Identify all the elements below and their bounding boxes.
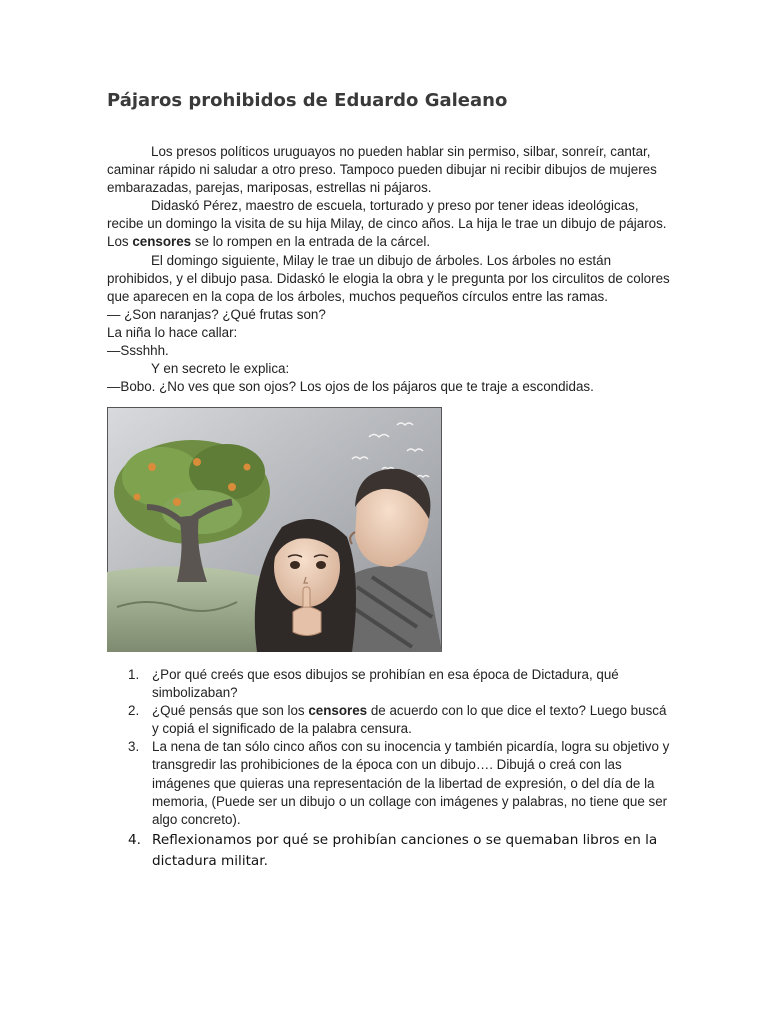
- paragraph-1-line-2: caminar rápido ni saludar a otro preso. Tampoco pueden dibujar ni recibir dibujos de mujeres: [107, 162, 657, 178]
- question-list: [107, 666, 670, 873]
- paragraph-1-line-1: Los presos políticos uruguayos no pueden hablar sin permiso, silbar, sonreír, cantar,: [151, 144, 651, 159]
- question-2-line-2: y copiá el significado de la palabra censura.: [152, 721, 412, 737]
- paragraph-3-line-3: que aparecen en la copa de los árboles, muchos pequeños círculos entre las ramas.: [107, 288, 608, 304]
- text-run: ¿Qué pensás que son los: [152, 703, 309, 719]
- dialogue-line-1: — ¿Son naranjas? ¿Qué frutas son?: [107, 306, 326, 322]
- text-run: de acuerdo con lo que dice el texto? Luego buscá: [367, 703, 667, 719]
- story-illustration: [107, 407, 442, 652]
- dialogue-line-5: —Bobo. ¿No ves que son ojos? Los ojos de los pájaros que te traje a escondidas.: [107, 379, 594, 395]
- question-2-line-1: [152, 702, 667, 720]
- text-run: Los: [107, 234, 133, 250]
- paragraph-2-line-3: [107, 233, 667, 251]
- question-4-line-1: Reflexionamos por qué se prohibían canciones o se quemaban libros en la: [152, 831, 658, 848]
- paragraph-3-line-2: prohibidos, y el dibujo pasa. Didaskó le elogia la obra y le pregunta por los circulitos de colores: [107, 270, 670, 286]
- dialogue-line-2: La niña lo hace callar:: [107, 324, 238, 340]
- paragraph-2-line-2: recibe un domingo la visita de su hija Milay, de cinco años. La hija le trae un dibujo de pájaros.: [107, 216, 667, 232]
- question-3: [107, 738, 670, 828]
- question-3-line-3: imágenes que quieras una representación de la libertad de expresión, o del día de la: [152, 775, 655, 791]
- question-3-line-1: La nena de tan sólo cinco años con su inocencia y también picardía, logra su objetivo y: [152, 739, 670, 755]
- question-4: [107, 830, 667, 873]
- question-1-line-2: simbolizaban?: [152, 685, 238, 701]
- paragraph-2-line-1: Didaskó Pérez, maestro de escuela, torturado y preso por tener ideas ideológicas,: [151, 198, 639, 214]
- question-number: 1.: [128, 667, 140, 682]
- paragraph-3-line-1: El domingo siguiente, Milay le trae un dibujo de árboles. Los árboles no están: [151, 252, 612, 268]
- text-run: se lo rompen en la entrada de la cárcel.: [191, 234, 431, 250]
- question-2: [107, 702, 667, 738]
- question-number: 3.: [128, 739, 140, 755]
- dialogue-line-4: Y en secreto le explica:: [151, 361, 290, 377]
- document-title: Pájaros prohibidos de Eduardo Galeano: [107, 90, 508, 111]
- censores-bold-word: censores: [132, 234, 192, 250]
- question-1: [107, 666, 667, 702]
- question-number: 4.: [128, 831, 141, 848]
- paragraph-1-line-3: embarazadas, parejas, mariposas, estrellas ni pájaros.: [107, 180, 432, 196]
- dialogue-line-3: —Ssshhh.: [107, 343, 169, 359]
- question-number: 2.: [128, 703, 140, 719]
- question-4-line-2: dictadura militar.: [152, 853, 268, 870]
- question-3-line-4: memoria, (Puede ser un dibujo o un collage con imágenes y palabras, no tiene que ser: [152, 793, 668, 809]
- question-3-line-2: transgredir las prohibiciones de la época con un dibujo…. Dibujá o creá con las: [152, 757, 622, 773]
- censores-bold-word: censores: [308, 703, 368, 719]
- story-text: [107, 143, 670, 396]
- question-3-line-5: algo concreto).: [152, 811, 241, 827]
- question-1-line-1: ¿Por qué creés que esos dibujos se prohibían en esa época de Dictadura, qué: [152, 667, 619, 682]
